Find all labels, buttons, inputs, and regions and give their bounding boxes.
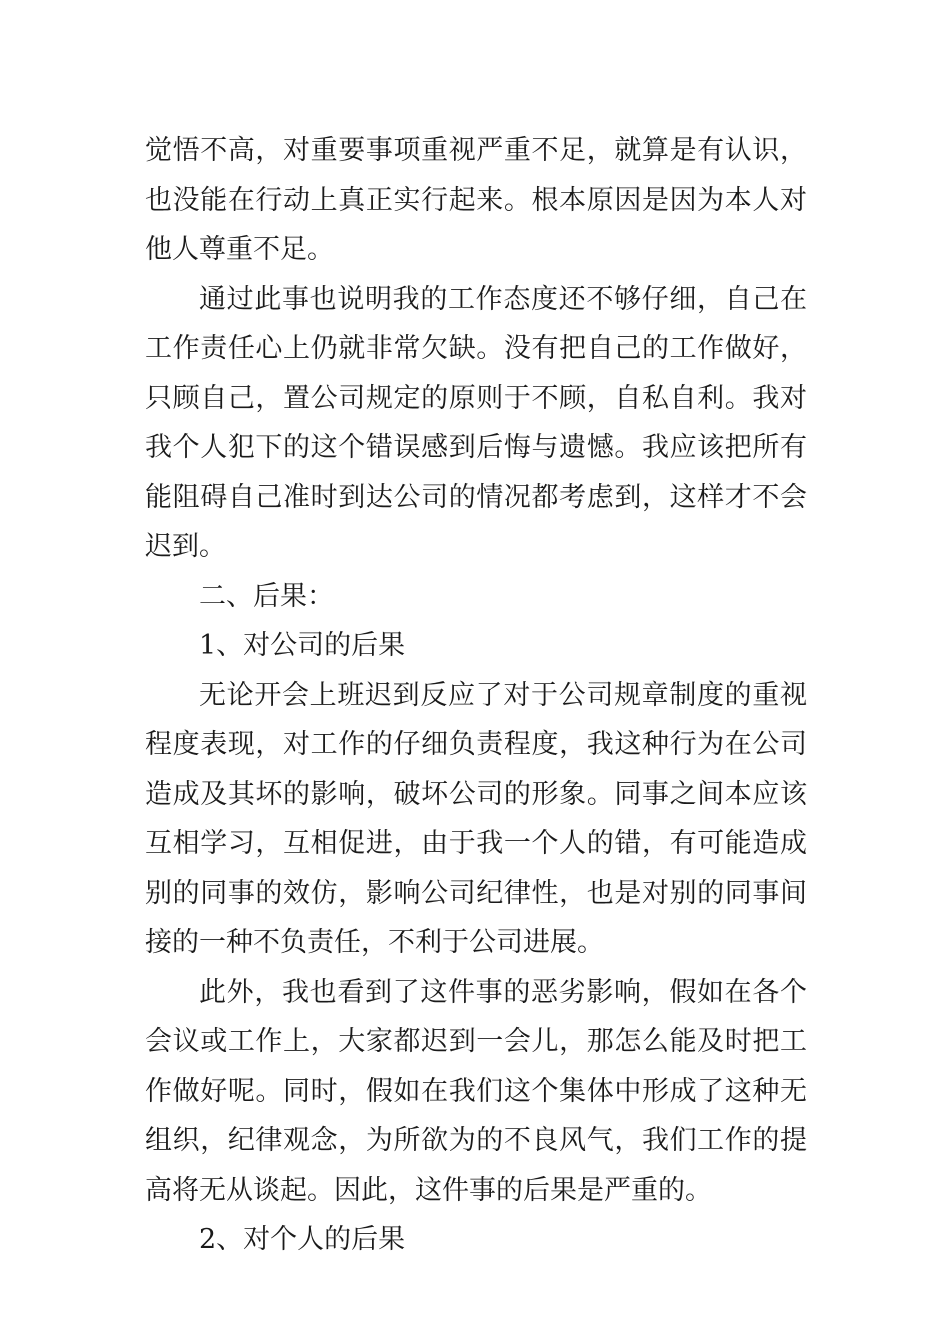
paragraph-continuation: 觉悟不高，对重要事项重视严重不足，就算是有认识，也没能在行动上真正实行起来。根本原因是因为本人对他人尊重不足。 [145,135,807,265]
subheading-company-consequences: 1、对公司的后果 [199,630,406,661]
paragraph-bad-influence: 此外，我也看到了这件事的恶劣影响，假如在各个会议或工作上，大家都迟到一会儿，那怎么能及时把工作做好呢。同时，假如在我们这个集体中形成了这种无组织，纪律观念，为所欲为的不良风气，我们工作的提高将无从谈起。因此，这件事的后果是严重的。 [145,976,807,1206]
paragraph-company-impact: 无论开会上班迟到反应了对于公司规章制度的重视程度表现，对工作的仔细负责程度，我这种行为在公司造成及其坏的影响，破坏公司的形象。同事之间本应该互相学习，互相促进，由于我一个人的错，有可能造成别的同事的效仿，影响公司纪律性，也是对别的同事间接的一种不负责任，不利于公司进展。 [145,679,807,958]
subheading-personal-consequences: 2、对个人的后果 [199,1224,406,1255]
section-heading-consequences: 二、后果： [199,580,334,612]
paragraph-work-attitude: 通过此事也说明我的工作态度还不够仔细，自己在工作责任心上仍就非常欠缺。没有把自己的工作做好，只顾自己，置公司规定的原则于不顾，自私自利。我对我个人犯下的这个错误感到后悔与遗憾。我应该把所有能阻碍自己准时到达公司的情况都考虑到，这样才不会迟到。 [145,283,807,562]
document-body [145,126,807,1265]
